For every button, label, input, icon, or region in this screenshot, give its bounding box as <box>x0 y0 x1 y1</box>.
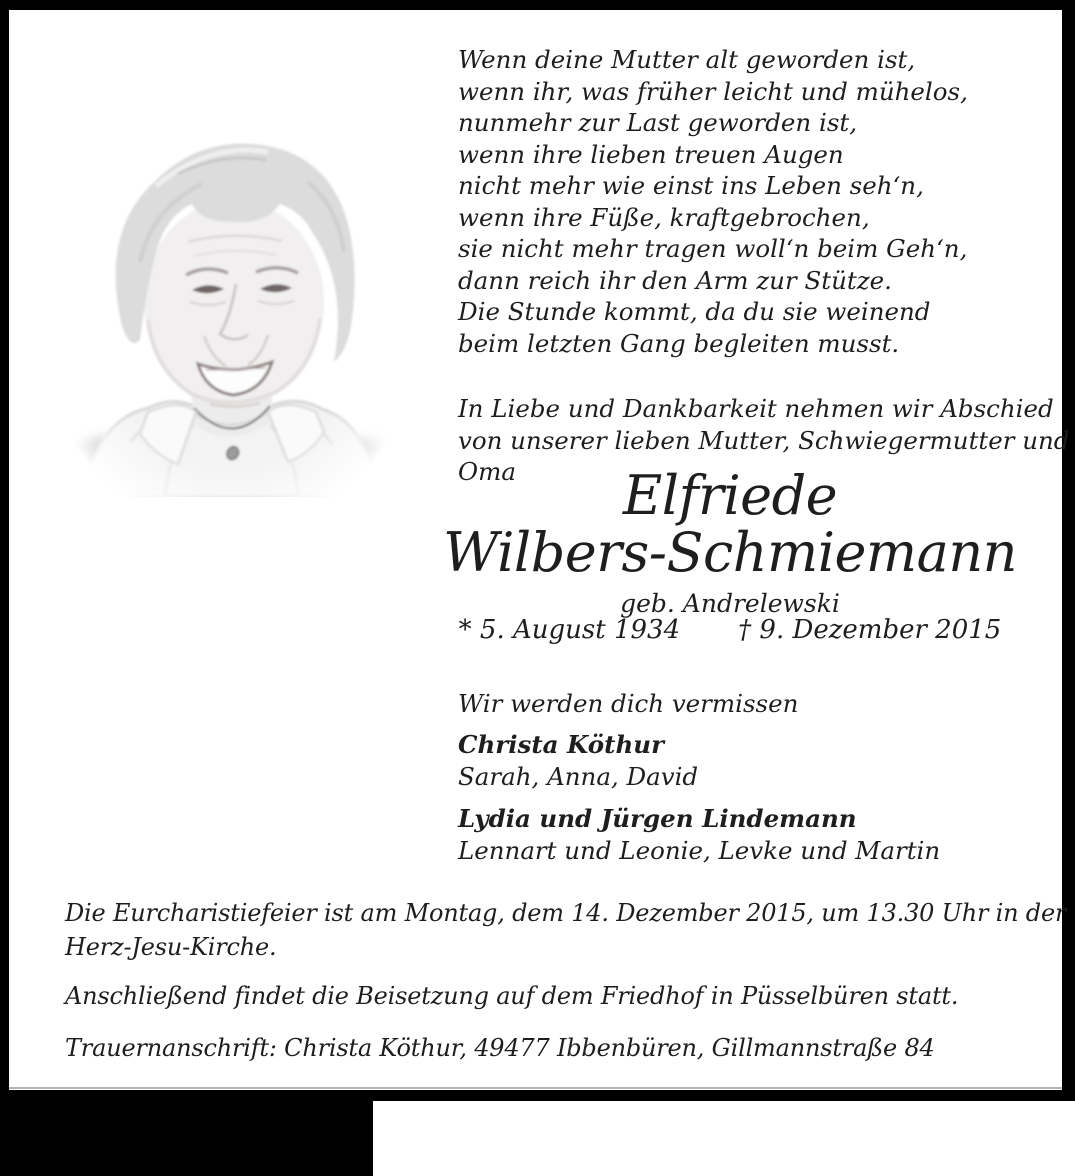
deceased-name <box>430 464 1030 584</box>
poem-line: Die Stunde kommt, da du sie weinend <box>458 297 931 326</box>
deceased-first-name: Elfriede <box>622 464 838 527</box>
intro-line: von unserer lieben Mutter, Schwiegermutter und <box>458 425 1070 455</box>
frame-bottom-border <box>0 1090 1075 1101</box>
poem-line: nunmehr zur Last geworden ist, <box>458 108 858 137</box>
burial-info: Anschließend findet die Beisetzung auf dem Friedhof in Püsselbüren statt. <box>65 982 959 1010</box>
farewell-line: Wir werden dich vermissen <box>458 689 799 718</box>
frame-bottom-hairline <box>9 1087 1062 1089</box>
memorial-poem <box>458 44 968 359</box>
intro-line: Oma <box>458 457 516 486</box>
life-dates <box>430 615 1030 645</box>
birth-date: * 5. August 1934 <box>458 615 681 645</box>
mourner-family-2: Lydia und Jürgen Lindemann <box>458 804 857 833</box>
service-info <box>65 897 1066 964</box>
poem-line: beim letzten Gang begleiten musst. <box>458 328 900 358</box>
intro-line: In Liebe und Dankbarkeit nehmen wir Abschied <box>458 394 1054 423</box>
poem-line: wenn ihre lieben treuen Augen <box>458 139 844 169</box>
portrait-image <box>70 112 390 497</box>
poem-line: wenn ihr, was früher leicht und mühelos, <box>458 76 968 106</box>
frame-left-border <box>0 0 9 1101</box>
deceased-last-name: Wilbers-Schmiemann <box>443 521 1017 584</box>
service-line: Die Eurcharistiefeier ist am Montag, dem 14. Dezember 2015, um 13.30 Uhr in der <box>65 899 1067 927</box>
mourner-family-1: Christa Köthur <box>458 730 664 759</box>
portrait-photo <box>70 112 390 497</box>
adjacent-clipping-block <box>0 1101 373 1176</box>
mourner-children-1: Sarah, Anna, David <box>458 762 699 791</box>
poem-line: nicht mehr wie einst ins Leben seh‘n, <box>458 171 924 200</box>
poem-line: dann reich ihr den Arm zur Stütze. <box>458 265 892 295</box>
mourner-children-2: Lennart und Leonie, Levke und Martin <box>458 836 941 865</box>
maiden-name: geb. Andrelewski <box>620 589 840 618</box>
poem-line: wenn ihre Füße, kraftgebrochen, <box>458 202 870 232</box>
condolence-address: Trauernanschrift: Christa Köthur, 49477 Ibbenbüren, Gillmannstraße 84 <box>65 1034 935 1062</box>
frame-top-border <box>0 0 1075 10</box>
death-date: † 9. Dezember 2015 <box>738 615 1002 645</box>
poem-line: Wenn deine Mutter alt geworden ist, <box>458 45 916 74</box>
poem-line: sie nicht mehr tragen woll‘n beim Geh‘n, <box>458 234 968 263</box>
service-line: Herz-Jesu-Kirche. <box>65 932 277 961</box>
